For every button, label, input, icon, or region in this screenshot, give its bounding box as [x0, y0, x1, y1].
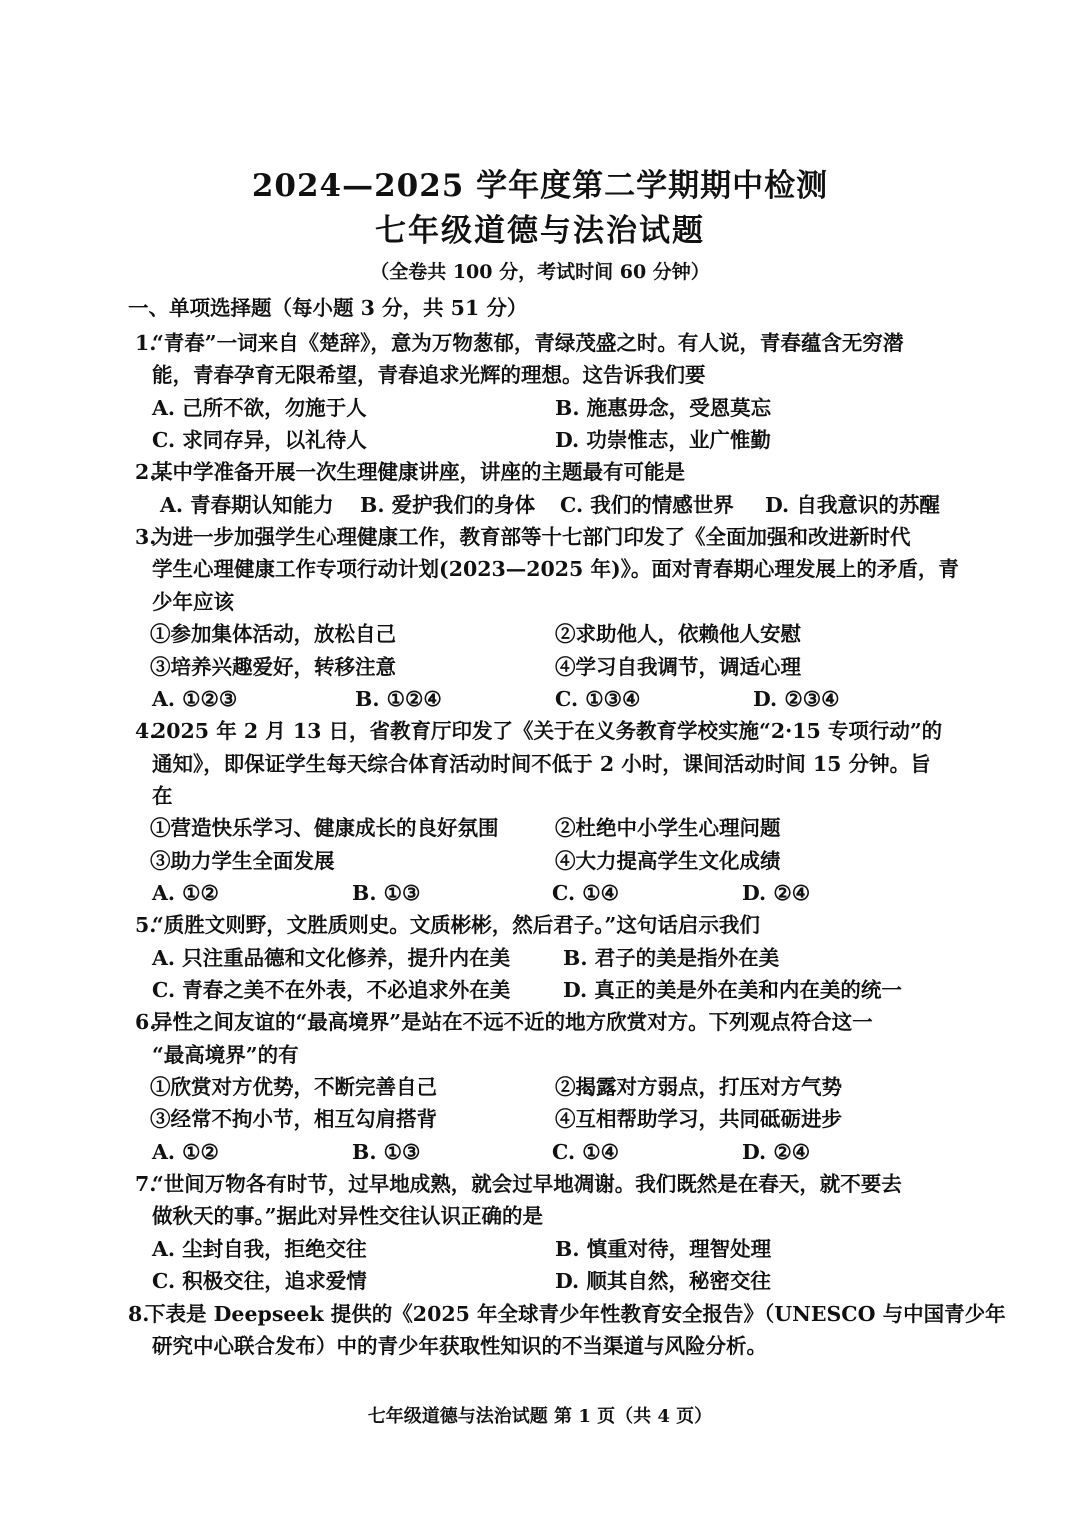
statement: ②求助他人，依赖他人安慰: [555, 622, 801, 647]
question-stem: 研究中心联合发布）中的青少年获取性知识的不当渠道与风险分析。: [152, 1333, 767, 1358]
exam-info: （全卷共 100 分，考试时间 60 分钟）: [370, 261, 710, 283]
option: A. ①②: [152, 880, 219, 905]
question-stem: 能，青春孕育无限希望，青春追求光辉的理想。这告诉我们要: [152, 363, 706, 388]
question-number: 5.: [135, 913, 157, 938]
option: B. ①③: [352, 1139, 421, 1164]
option: D. 自我意识的苏醒: [765, 492, 940, 517]
option: C. 青春之美不在外表，不必追求外在美: [152, 978, 511, 1002]
statement: ④大力提高学生文化成绩: [555, 848, 781, 873]
option: A. 己所不欲，勿施于人: [152, 395, 367, 420]
statement: ③培养兴趣爱好，转移注意: [150, 654, 396, 679]
option: D. ②④: [742, 1139, 811, 1164]
question-number: 7.: [135, 1172, 157, 1197]
option: B. 施惠毋念，受恩莫忘: [555, 395, 772, 420]
question-stem: 学生心理健康工作专项行动计划(2023—2025 年)》。面对青春期心理发展上的矛盾，青: [152, 557, 959, 582]
question-stem: 少年应该: [152, 589, 234, 614]
option: D. ②③④: [753, 686, 840, 711]
option: B. 君子的美是指外在美: [563, 945, 780, 970]
option: C. 我们的情感世界: [560, 492, 734, 517]
option: A. ①②③: [152, 686, 238, 711]
option: B. 慎重对待，理智处理: [555, 1236, 772, 1261]
question-stem: “世间万物各有时节，过早地成熟，就会过早地凋谢。我们既然是在春天，就不要去: [152, 1172, 902, 1197]
option: A. 尘封自我，拒绝交往: [152, 1236, 367, 1261]
statement: ①营造快乐学习、健康成长的良好氛围: [150, 816, 499, 841]
option: C. 积极交往，追求爱情: [152, 1269, 367, 1294]
statement: ④互相帮助学习，共同砥砺进步: [555, 1107, 842, 1132]
question-number: 1.: [135, 331, 157, 355]
option: C. ①③④: [555, 686, 641, 711]
question-stem: 某中学准备开展一次生理健康讲座，讲座的主题最有可能是: [152, 460, 685, 485]
option: B. ①③: [352, 880, 421, 905]
question-stem: “青春”一词来自《楚辞》，意为万物葱郁，青绿茂盛之时。有人说，青春蕴含无穷潜: [152, 331, 904, 355]
question-number: 8.: [128, 1301, 150, 1326]
exam-subtitle: 七年级道德与法治试题: [375, 213, 705, 249]
question-number: 2.: [135, 460, 157, 485]
option: D. 顺其自然，秘密交往: [555, 1269, 771, 1294]
option: A. 只注重品德和文化修养，提升内在美: [152, 945, 511, 970]
question-number: 6.: [135, 1010, 157, 1035]
statement: ②杜绝中小学生心理问题: [555, 816, 781, 841]
statement: ③助力学生全面发展: [150, 848, 335, 873]
question-number: 4.: [135, 719, 157, 744]
statement: ④学习自我调节，调适心理: [555, 654, 801, 679]
question-stem: 通知》，即保证学生每天综合体育活动时间不低于 2 小时，课间活动时间 15 分钟。旨: [152, 751, 931, 776]
question-stem: 在: [152, 783, 173, 808]
question-stem: 为进一步加强学生心理健康工作，教育部等十七部门印发了《全面加强和改进新时代: [152, 525, 911, 550]
option: C. ①④: [552, 880, 619, 905]
question-stem: “最高境界”的有: [152, 1042, 299, 1067]
question-stem: 做秋天的事。”据此对异性交往认识正确的是: [152, 1204, 544, 1229]
question-stem: 异性之间友谊的“最高境界”是站在不远不近的地方欣赏对方。下列观点符合这一: [152, 1010, 873, 1035]
question-stem: 下表是 Deepseek 提供的《2025 年全球青少年性教育安全报告》（UNESCO 与中国青少年: [145, 1301, 1006, 1326]
page-footer: 七年级道德与法治试题 第 1 页（共 4 页）: [367, 1406, 713, 1427]
question-stem: “质胜文则野，文胜质则史。文质彬彬，然后君子。”这句话启示我们: [152, 913, 760, 938]
section-heading: 一、单项选择题（每小题 3 分，共 51 分）: [128, 296, 528, 320]
option: C. 求同存异，以礼待人: [152, 428, 367, 453]
option: D. ②④: [742, 880, 811, 905]
option: A. ①②: [152, 1139, 219, 1164]
question-number: 3.: [135, 525, 157, 550]
question-stem: 2025 年 2 月 13 日，省教育厅印发了《关于在义务教育学校实施“2·15 专项行动”的: [152, 719, 943, 744]
option: A. 青春期认知能力: [160, 492, 334, 517]
statement: ③经常不拘小节，相互勾肩搭背: [150, 1107, 437, 1132]
statement: ①参加集体活动，放松自己: [150, 622, 396, 647]
option: B. ①②④: [355, 686, 442, 711]
statement: ①欣赏对方优势，不断完善自己: [150, 1075, 437, 1100]
option: D. 功崇惟志，业广惟勤: [555, 428, 771, 453]
statement: ②揭露对方弱点，打压对方气势: [555, 1075, 842, 1100]
exam-title: 2024—2025 学年度第二学期期中检测: [251, 168, 829, 204]
option: B. 爱护我们的身体: [360, 492, 536, 517]
option: D. 真正的美是外在美和内在美的统一: [563, 978, 902, 1002]
option: C. ①④: [552, 1139, 619, 1164]
